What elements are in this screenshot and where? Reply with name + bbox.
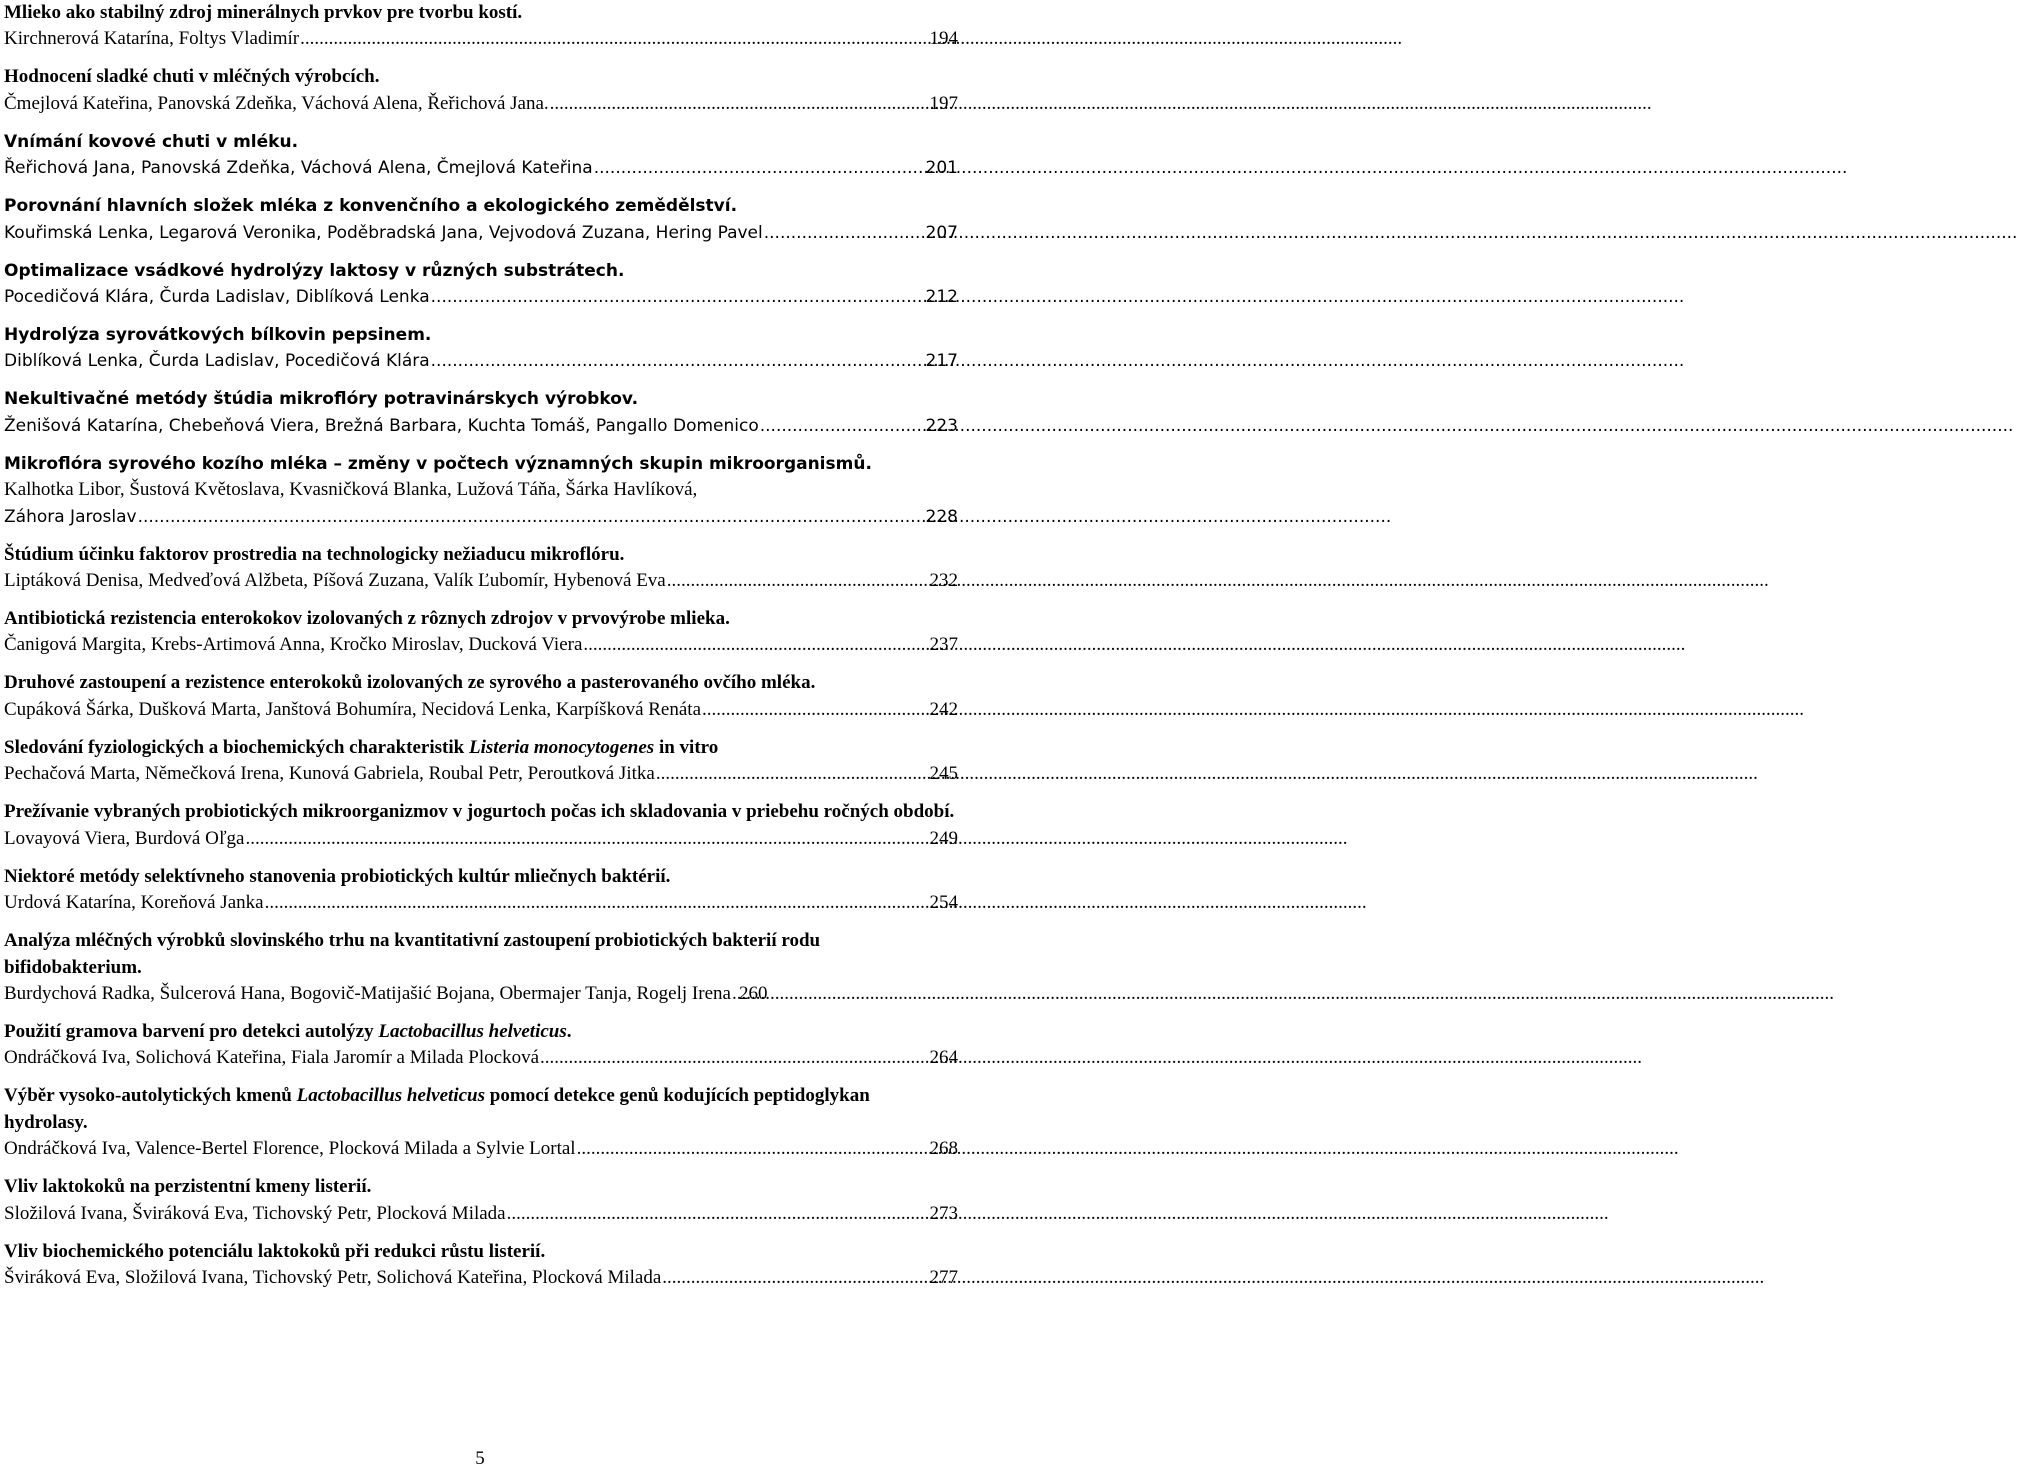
entry-title bbox=[4, 1083, 958, 1136]
entry-title bbox=[4, 1019, 958, 1045]
entry-authors-line bbox=[4, 348, 958, 374]
toc-entry bbox=[4, 129, 958, 182]
dot-leader bbox=[431, 284, 925, 310]
entry-authors: Ondráčková Iva, Solichová Kateřina, Fiala Jaromír a Milada Plocková bbox=[4, 1047, 539, 1069]
entry-authors: Diblíková Lenka, Čurda Ladislav, Pocedičová Klára bbox=[4, 351, 430, 372]
toc-entry bbox=[4, 670, 958, 723]
toc-entry bbox=[4, 1019, 958, 1072]
entry-authors: Pocedičová Klára, Čurda Ladislav, Diblíková Lenka bbox=[4, 287, 430, 308]
page-number: 5 bbox=[475, 1448, 485, 1469]
entry-authors: Čanigová Margita, Krebs-Artimová Anna, Kročko Miroslav, Ducková Viera bbox=[4, 634, 583, 656]
entry-page: 228 bbox=[925, 506, 958, 527]
entry-page: 268 bbox=[929, 1138, 958, 1160]
entry-authors: Složilová Ivana, Šviráková Eva, Tichovský Petr, Plocková Milada bbox=[4, 1202, 506, 1224]
entry-page: 273 bbox=[929, 1202, 958, 1224]
dot-leader bbox=[138, 504, 925, 530]
entry-page: 223 bbox=[925, 415, 958, 436]
entry-title: Porovnání hlavních složek mléka z konvenčního a ekologického zemědělství. bbox=[4, 196, 738, 217]
entry-page: 237 bbox=[929, 634, 958, 656]
entry-authors-line bbox=[4, 284, 958, 310]
entry-authors-line bbox=[4, 1265, 958, 1291]
toc-entry bbox=[4, 928, 958, 1007]
entry-authors-line bbox=[4, 1201, 958, 1227]
toc-entry bbox=[4, 735, 958, 788]
entry-title-species: Lactobacillus helveticus bbox=[296, 1085, 485, 1107]
entry-title-text-end: pomocí detekce genů kodujících peptidoglykan hydrolasy. bbox=[4, 1085, 870, 1133]
entry-title: Štúdium účinku faktorov prostredia na technologicky nežiaducu mikroflóru. bbox=[4, 543, 625, 565]
entry-authors-line bbox=[4, 761, 958, 787]
dot-leader bbox=[507, 1201, 929, 1227]
entry-page: 277 bbox=[929, 1266, 958, 1288]
entry-title: Optimalizace vsádkové hydrolýzy laktosy v různých substrátech. bbox=[4, 260, 625, 281]
entry-authors: Kirchnerová Katarína, Foltys Vladimír bbox=[4, 28, 300, 50]
entry-title: Mikroflóra syrového kozího mléka – změny v počtech významných skupin mikroorganismů. bbox=[4, 453, 872, 474]
dot-leader bbox=[577, 1136, 929, 1162]
dot-leader bbox=[760, 413, 925, 439]
entry-page: 232 bbox=[929, 570, 958, 592]
entry-authors-line bbox=[4, 504, 958, 530]
entry-title-text-end: in vitro bbox=[654, 736, 719, 758]
entry-authors: Ženišová Katarína, Chebeňová Viera, Brežná Barbara, Kuchta Tomáš, Pangallo Domenico bbox=[4, 415, 759, 436]
entry-title-text: Použití gramova barvení pro detekci autolýzy bbox=[4, 1020, 379, 1042]
toc-entry bbox=[4, 864, 958, 917]
entry-authors: Lovayová Viera, Burdová Oľga bbox=[4, 827, 245, 849]
toc-entry bbox=[4, 542, 958, 595]
entry-title-text: Výběr vysoko-autolytických kmenů bbox=[4, 1085, 297, 1107]
entry-page: 242 bbox=[929, 698, 958, 720]
entry-title bbox=[4, 735, 958, 761]
entry-page: 264 bbox=[929, 1047, 958, 1069]
entry-title-species: Lactobacillus helveticus bbox=[378, 1020, 567, 1042]
entry-title: Nekultivačné metódy štúdia mikroflóry potravinárskych výrobkov. bbox=[4, 389, 639, 410]
toc-entry bbox=[4, 193, 958, 246]
entry-authors: Šviráková Eva, Složilová Ivana, Tichovský Petr, Solichová Kateřina, Plocková Milada bbox=[4, 1266, 662, 1288]
toc-entry bbox=[4, 322, 958, 375]
table-of-contents bbox=[4, 0, 958, 1303]
entry-title: Druhové zastoupení a rezistence enterokoků izolovaných ze syrového a pasterovaného ovčího mléka. bbox=[4, 672, 816, 694]
entry-page: 260 bbox=[738, 982, 768, 1004]
entry-authors-line bbox=[4, 981, 958, 1007]
dot-leader bbox=[540, 1045, 929, 1071]
entry-authors: Liptáková Denisa, Medveďová Alžbeta, Píšová Zuzana, Valík Ľubomír, Hybenová Eva bbox=[4, 570, 666, 592]
dot-leader bbox=[662, 1265, 928, 1291]
dot-leader bbox=[594, 155, 925, 181]
entry-authors-line bbox=[4, 1045, 958, 1071]
entry-authors-line bbox=[4, 220, 958, 246]
dot-leader bbox=[431, 348, 925, 374]
entry-title: Antibiotická rezistencia enterokokov izolovaných z rôznych zdrojov v prvovýrobe mlieka. bbox=[4, 608, 730, 630]
toc-entry bbox=[4, 1083, 958, 1162]
dot-leader bbox=[764, 220, 925, 246]
toc-entry bbox=[4, 64, 958, 117]
dot-leader bbox=[667, 568, 929, 594]
entry-page: 245 bbox=[929, 763, 958, 785]
entry-title: Prežívanie vybraných probiotických mikroorganizmov v jogurtoch počas ich skladovania v priebehu ročných období. bbox=[4, 801, 955, 823]
dot-leader bbox=[583, 632, 928, 658]
entry-page: 201 bbox=[925, 158, 958, 179]
entry-authors: Čmejlová Kateřina, Panovská Zdeňka, Váchová Alena, Řeřichová Jana. bbox=[4, 92, 549, 114]
entry-authors-line bbox=[4, 1136, 958, 1162]
dot-leader bbox=[732, 981, 738, 1007]
entry-authors-line bbox=[4, 155, 958, 181]
dot-leader bbox=[300, 26, 928, 52]
entry-authors-line bbox=[4, 91, 958, 117]
entry-authors: Urdová Katarína, Koreňová Janka bbox=[4, 892, 264, 914]
entry-authors: Kouřimská Lenka, Legarová Veronika, Poděbradská Jana, Vejvodová Zuzana, Hering Pavel bbox=[4, 222, 763, 243]
entry-authors-line bbox=[4, 697, 958, 723]
entry-authors: Burdychová Radka, Šulcerová Hana, Bogovič-Matijašić Bojana, Obermajer Tanja, Rogelj Irena bbox=[4, 982, 731, 1004]
entry-authors-line bbox=[4, 890, 958, 916]
entry-authors: Záhora Jaroslav bbox=[4, 506, 137, 527]
entry-authors: Ondráčková Iva, Valence-Bertel Florence, Plocková Milada a Sylvie Lortal bbox=[4, 1138, 576, 1160]
entry-page: 217 bbox=[925, 351, 958, 372]
entry-title: Vnímání kovové chuti v mléku. bbox=[4, 131, 299, 152]
entry-page: 249 bbox=[929, 827, 958, 849]
entry-title: Vliv laktokoků na perzistentní kmeny listerií. bbox=[4, 1176, 372, 1198]
toc-entry bbox=[4, 1174, 958, 1227]
dot-leader bbox=[656, 761, 929, 787]
toc-entry bbox=[4, 799, 958, 852]
entry-authors-line bbox=[4, 568, 958, 594]
entry-title: Vliv biochemického potenciálu laktokoků při redukci růstu listerií. bbox=[4, 1240, 546, 1262]
dot-leader bbox=[265, 890, 929, 916]
entry-title: Analýza mléčných výrobků slovinského trhu na kvantitativní zastoupení probiotických bakterií rodu bifidobakterium. bbox=[4, 930, 821, 978]
entry-title: Mlieko ako stabilný zdroj minerálnych prvkov pre tvorbu kostí. bbox=[4, 2, 523, 23]
entry-authors-line bbox=[4, 826, 958, 852]
entry-authors-line bbox=[4, 26, 958, 52]
entry-authors: Pechačová Marta, Němečková Irena, Kunová Gabriela, Roubal Petr, Peroutková Jitka bbox=[4, 763, 655, 785]
entry-title-text: Sledování fyziologických a biochemických charakteristik bbox=[4, 736, 469, 758]
dot-leader bbox=[702, 697, 929, 723]
dot-leader bbox=[550, 91, 929, 117]
entry-authors: Řeřichová Jana, Panovská Zdeňka, Váchová Alena, Čmejlová Kateřina bbox=[4, 158, 593, 179]
entry-page: 254 bbox=[929, 892, 958, 914]
entry-authors-line bbox=[4, 632, 958, 658]
entry-title: Hydrolýza syrovátkových bílkovin pepsinem. bbox=[4, 325, 432, 346]
toc-entry bbox=[4, 1239, 958, 1292]
entry-title: Niektoré metódy selektívneho stanovenia probiotických kultúr mliečnych baktérií. bbox=[4, 865, 671, 887]
dot-leader bbox=[246, 826, 929, 852]
entry-page: 194 bbox=[929, 28, 958, 50]
toc-entry bbox=[4, 386, 958, 439]
toc-entry bbox=[4, 451, 958, 530]
entry-authors-first-line: Kalhotka Libor, Šustová Květoslava, Kvasničková Blanka, Lužová Táňa, Šárka Havlíková, bbox=[4, 479, 698, 501]
entry-page: 212 bbox=[925, 287, 958, 308]
entry-page: 207 bbox=[925, 222, 958, 243]
toc-entry bbox=[4, 258, 958, 311]
entry-title-text-end: . bbox=[566, 1020, 572, 1042]
toc-entry bbox=[4, 606, 958, 659]
entry-title-species: Listeria monocytogenes bbox=[468, 736, 655, 758]
entry-page: 197 bbox=[929, 92, 958, 114]
toc-entry bbox=[4, 0, 958, 53]
entry-authors: Cupáková Šárka, Dušková Marta, Janštová Bohumíra, Necidová Lenka, Karpíšková Renáta bbox=[4, 698, 701, 720]
entry-authors-line bbox=[4, 413, 958, 439]
entry-title: Hodnocení sladké chuti v mléčných výrobcích. bbox=[4, 66, 380, 88]
